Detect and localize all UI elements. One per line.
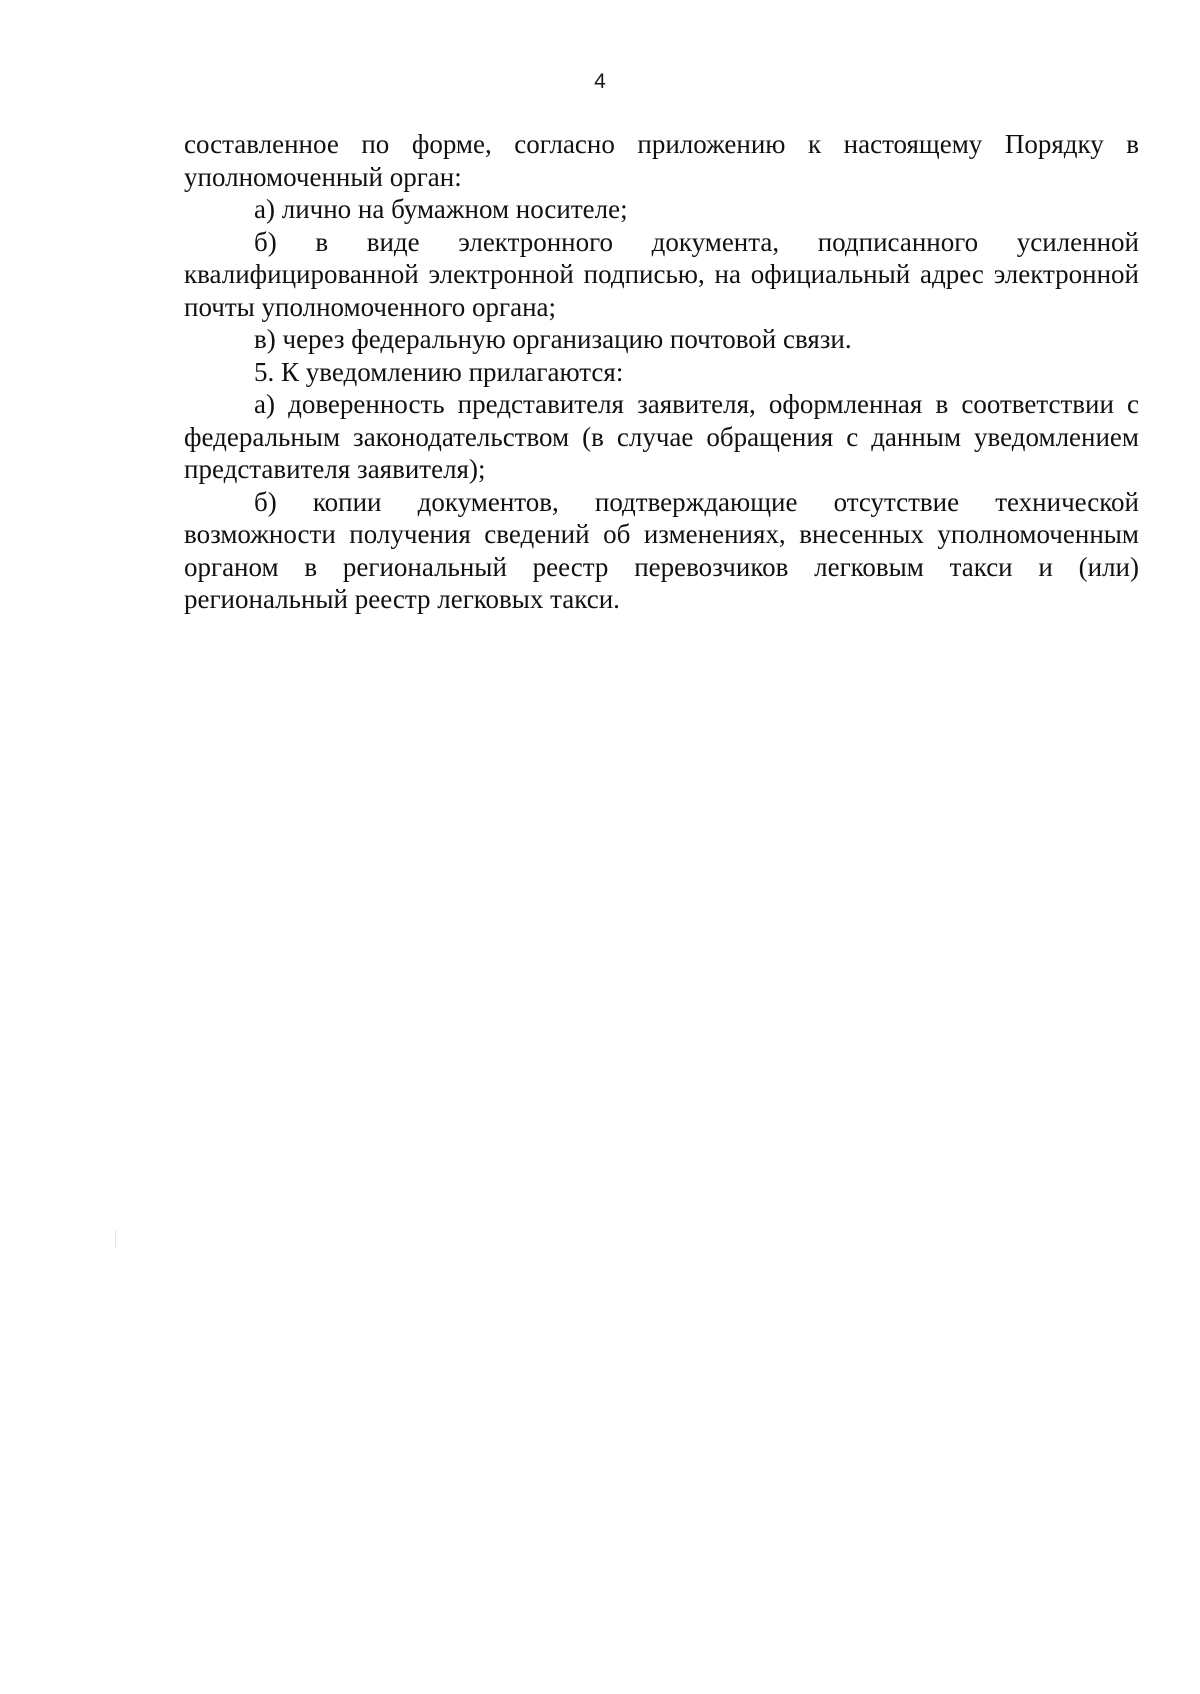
paragraph-item-b-document-copies: б) копии документов, подтверждающие отсутствие технической возможности получения сведений об изменениях, внесенных уполномоченным органом в региональный реестр перевозчиков легковым такси и (или) региональный реестр легковых такси. [184, 486, 1139, 614]
document-body [184, 128, 1139, 616]
scan-artifact [115, 1230, 116, 1248]
paragraph-item-b-electronic: б) в виде электронного документа, подписанного усиленной квалифицированной электронной подписью, на официальный адрес электронной почты уполномоченного органа; [184, 226, 1139, 322]
paragraph-item-v-postal: в) через федеральную организацию почтовой связи. [254, 324, 852, 354]
paragraph-continuation: составленное по форме, согласно приложению к настоящему Порядку в уполномоченный орган: [184, 129, 1139, 192]
paragraph-section-5: 5. К уведомлению прилагаются: [254, 356, 624, 387]
page-number: 4 [594, 70, 606, 93]
paragraph-item-a-power-of-attorney: а) доверенность представителя заявителя, оформленная в соответствии с федеральным законодательством (в случае обращения с данным уведомлением представителя заявителя); [184, 389, 1139, 484]
paragraph-item-a-paper: а) лично на бумажном носителе; [254, 194, 628, 224]
